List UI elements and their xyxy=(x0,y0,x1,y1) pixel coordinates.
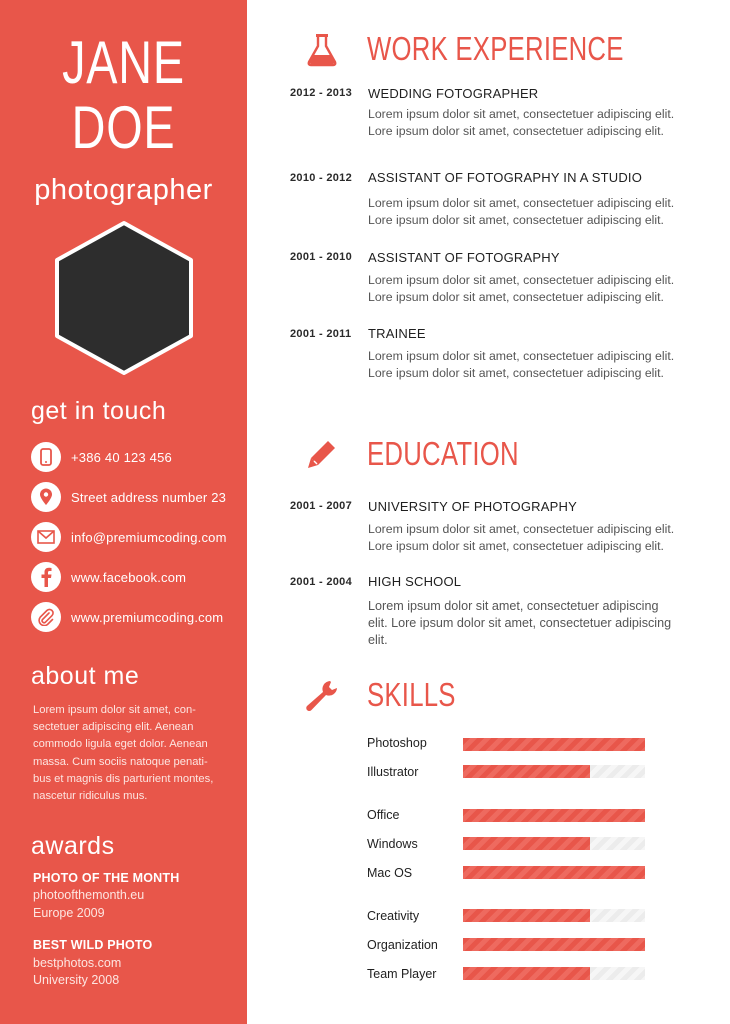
education-entry-title: HIGH SCHOOL xyxy=(368,574,462,589)
contact-website[interactable] xyxy=(31,602,223,632)
job-title: photographer xyxy=(34,174,213,206)
skill-label: Windows xyxy=(367,837,418,851)
skill-bar-fill xyxy=(463,866,645,879)
about-line: bus et magnis dis parturient montes, xyxy=(33,772,214,785)
work-entry-description xyxy=(368,348,698,382)
work-entry-dates: 2012 - 2013 xyxy=(290,87,353,99)
education-heading: EDUCATION xyxy=(367,435,519,472)
about-text xyxy=(33,702,238,805)
skill-bar xyxy=(463,837,645,850)
skill-bar-fill xyxy=(463,765,590,778)
awards-heading: awards xyxy=(31,832,115,860)
skill-label: Mac OS xyxy=(367,866,413,880)
work-entry-description xyxy=(368,272,698,306)
phone-icon xyxy=(31,442,61,472)
paperclip-icon xyxy=(31,602,61,632)
skill-label: Photoshop xyxy=(367,736,427,750)
skills-heading: SKILLS xyxy=(367,676,456,713)
skill-bar-fill xyxy=(463,837,590,850)
skill-bar-fill xyxy=(463,738,645,751)
skill-bar xyxy=(463,967,645,980)
description-line: Lore ipsum dolor sit amet, consectetuer adipiscing elit. xyxy=(368,290,664,304)
description-line: elit. Lore ipsum dolor sit amet, consectetuer adipiscing xyxy=(368,616,672,630)
contact-address xyxy=(31,482,226,512)
about-line: commodo ligula eget dolor. Aenean xyxy=(33,738,208,751)
work-entry-dates: 2010 - 2012 xyxy=(290,172,353,184)
education-entry-dates: 2001 - 2004 xyxy=(290,576,353,588)
last-name: DOE xyxy=(71,94,176,161)
contact-phone xyxy=(31,442,172,472)
about-line: Lorem ipsum dolor sit amet, con- xyxy=(33,704,196,716)
profile-photo-placeholder xyxy=(53,219,195,377)
description-line: Lore ipsum dolor sit amet, consectetuer adipiscing elit. xyxy=(368,124,664,138)
about-heading: about me xyxy=(31,662,140,690)
contact-heading: get in touch xyxy=(31,397,167,425)
education-entry-title: UNIVERSITY OF PHOTOGRAPHY xyxy=(368,499,577,514)
location-pin-icon xyxy=(31,482,61,512)
skill-bar-fill xyxy=(463,938,645,951)
work-entry-title: WEDDING FOTOGRAPHER xyxy=(368,86,539,101)
facebook-icon xyxy=(31,562,61,592)
contact-facebook[interactable] xyxy=(31,562,186,592)
about-line: sectetuer adipiscing elit. Aenean xyxy=(33,721,194,734)
pencil-icon xyxy=(306,438,338,470)
contact-email-text[interactable]: info@premiumcoding.com xyxy=(71,529,227,545)
description-line: Lore ipsum dolor sit amet, consectetuer adipiscing elit. xyxy=(368,539,664,553)
award-site: photoofthemonth.eu xyxy=(33,888,145,902)
work-entry-title: ASSISTANT OF FOTOGRAPHY xyxy=(368,250,560,265)
contact-facebook-text[interactable]: www.facebook.com xyxy=(71,569,187,585)
work-experience-heading: WORK EXPERIENCE xyxy=(367,30,624,67)
contact-website-text[interactable]: www.premiumcoding.com xyxy=(71,609,224,625)
skill-label: Office xyxy=(367,808,400,822)
contact-email[interactable] xyxy=(31,522,227,552)
education-entry-description xyxy=(368,598,698,649)
award-detail: University 2008 xyxy=(33,973,120,987)
skill-bar xyxy=(463,938,645,951)
skill-label: Illustrator xyxy=(367,765,419,779)
education-entry-description xyxy=(368,521,698,555)
work-entry-description xyxy=(368,106,698,140)
skill-label: Organization xyxy=(367,938,438,952)
skill-bar-fill xyxy=(463,967,590,980)
skill-bar xyxy=(463,909,645,922)
education-entry-dates: 2001 - 2007 xyxy=(290,500,353,512)
skill-bar-fill xyxy=(463,809,645,822)
contact-address-text: Street address number 23 xyxy=(71,489,227,505)
award-title: PHOTO OF THE MONTH xyxy=(33,871,180,885)
work-entry-description xyxy=(368,195,698,229)
work-entry-dates: 2001 - 2011 xyxy=(290,328,352,340)
skill-bar xyxy=(463,866,645,879)
about-line: nascetur ridiculus mus. xyxy=(33,790,148,803)
skill-bar xyxy=(463,809,645,822)
skill-bar-fill xyxy=(463,909,590,922)
wrench-icon xyxy=(304,679,340,713)
contact-phone-text: +386 40 123 456 xyxy=(71,449,172,465)
work-entry-title: TRAINEE xyxy=(368,326,426,341)
award-detail: Europe 2009 xyxy=(33,906,105,920)
work-entry-title: ASSISTANT OF FOTOGRAPHY IN A STUDIO xyxy=(368,170,643,185)
description-line: Lorem ipsum dolor sit amet, consectetuer adipiscing elit. xyxy=(368,196,675,210)
sidebar xyxy=(0,0,247,1024)
award-title: BEST WILD PHOTO xyxy=(33,938,153,952)
about-line: massa. Cum sociis natoque penati- xyxy=(33,755,208,768)
flask-icon xyxy=(306,33,338,67)
description-line: elit. xyxy=(368,633,388,647)
description-line: Lore ipsum dolor sit amet, consectetuer adipiscing elit. xyxy=(368,213,664,227)
description-line: Lorem ipsum dolor sit amet, consectetuer adipiscing elit. xyxy=(368,107,675,121)
description-line: Lorem ipsum dolor sit amet, consectetuer adipiscing elit. xyxy=(368,522,675,536)
envelope-icon xyxy=(31,522,61,552)
skill-label: Team Player xyxy=(367,967,437,981)
description-line: Lore ipsum dolor sit amet, consectetuer adipiscing elit. xyxy=(368,366,664,380)
description-line: Lorem ipsum dolor sit amet, consectetuer adipiscing xyxy=(368,599,659,613)
description-line: Lorem ipsum dolor sit amet, consectetuer adipiscing elit. xyxy=(368,349,675,363)
first-name: JANE xyxy=(62,29,185,96)
skill-label: Creativity xyxy=(367,909,420,923)
skill-bar xyxy=(463,738,645,751)
skill-bar xyxy=(463,765,645,778)
award-site: bestphotos.com xyxy=(33,956,122,970)
description-line: Lorem ipsum dolor sit amet, consectetuer adipiscing elit. xyxy=(368,273,675,287)
work-entry-dates: 2001 - 2010 xyxy=(290,251,353,263)
